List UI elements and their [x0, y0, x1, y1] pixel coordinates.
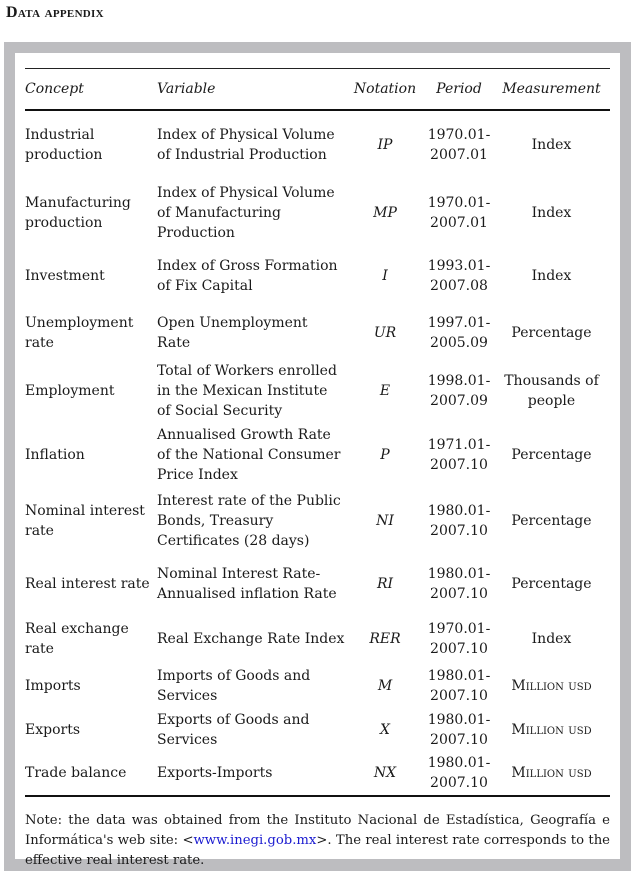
- cell-measurement: Thousands of people: [504, 373, 599, 409]
- cell-period: 1970.01-2007.10: [427, 620, 491, 657]
- header-measurement: Measurement: [502, 80, 601, 97]
- cell-variable: Nominal Interest Rate-Annualised inflation Rate: [157, 565, 337, 602]
- cell-measurement: Index: [531, 630, 572, 647]
- cell-variable: Annualised Growth Rate of the National Consumer Price Index: [157, 426, 341, 483]
- note-text: Note: the data was obtained from the Instituto Nacional de Estadística, Geografía e Informática's web site: <: [25, 813, 610, 848]
- cell-notation: IP: [377, 137, 393, 153]
- cell-period: 1998.01-2007.09: [427, 373, 491, 409]
- cell-concept: Nominal interest rate: [25, 502, 145, 539]
- cell-notation: X: [380, 721, 390, 738]
- cell-variable: Imports of Goods and Services: [157, 667, 311, 704]
- cell-concept: Real interest rate: [25, 575, 150, 592]
- cell-measurement: Million usd: [511, 721, 592, 738]
- cell-period: 1980.01-2007.10: [427, 565, 491, 602]
- inegi-link[interactable]: www.inegi.gob.mx: [193, 833, 317, 848]
- cell-measurement: Percentage: [511, 325, 592, 341]
- cell-notation: NI: [376, 512, 394, 529]
- table-header-row: [25, 69, 610, 110]
- header-period: Period: [436, 80, 482, 97]
- cell-variable: Interest rate of the Public Bonds, Treasury Certificates (28 days): [157, 492, 341, 549]
- cell-concept: Unemployment rate: [25, 315, 134, 351]
- table-row: [25, 306, 610, 361]
- cell-concept: Exports: [25, 721, 81, 738]
- cell-measurement: Million usd: [511, 765, 592, 781]
- cell-period: 1970.01-2007.01: [427, 194, 491, 231]
- cell-variable: Index of Gross Formation of Fix Capital: [157, 257, 338, 294]
- cell-measurement: Percentage: [511, 575, 592, 592]
- cell-variable: Open Unemployment Rate: [157, 315, 308, 351]
- cell-measurement: Million usd: [511, 677, 592, 694]
- cell-notation: I: [382, 267, 388, 284]
- table-row: [25, 180, 610, 246]
- cell-variable: Exports-Imports: [157, 765, 273, 781]
- header-notation: Notation: [353, 80, 417, 97]
- cell-concept: Industrial production: [25, 127, 103, 163]
- cell-period: 1980.01-2007.10: [427, 711, 491, 748]
- table-panel: [15, 53, 620, 868]
- note-text-end: >. The real interest rate corresponds to the effective real interest rate.: [25, 833, 610, 868]
- cell-concept: Trade balance: [25, 765, 127, 781]
- table-row: [25, 708, 610, 752]
- cell-variable: Total of Workers enrolled in the Mexican Institute of Social Security: [157, 363, 337, 419]
- data-table: [25, 68, 610, 797]
- cell-measurement: Percentage: [511, 446, 592, 463]
- cell-concept: Real exchange rate: [25, 620, 129, 657]
- cell-concept: Inflation: [25, 446, 85, 463]
- cell-notation: UR: [373, 325, 397, 341]
- table-row: [25, 664, 610, 708]
- cell-variable: Index of Physical Volume of Manufacturing Production: [157, 184, 335, 241]
- cell-notation: M: [377, 677, 393, 694]
- table-row: [25, 361, 610, 422]
- cell-notation: P: [380, 446, 390, 463]
- cell-variable: Exports of Goods and Services: [157, 711, 310, 748]
- cell-period: 1980.01-2007.10: [427, 502, 491, 539]
- cell-measurement: Percentage: [511, 512, 592, 529]
- cell-concept: Manufacturing production: [25, 194, 131, 231]
- cell-variable: Index of Physical Volume of Industrial Production: [157, 127, 335, 163]
- cell-concept: Investment: [25, 267, 105, 284]
- header-concept: Concept: [25, 80, 84, 97]
- cell-period: 1970.01-2007.01: [427, 127, 491, 163]
- table-frame: [4, 42, 631, 871]
- cell-notation: RER: [369, 630, 401, 647]
- table-row: [25, 554, 610, 614]
- cell-concept: Imports: [25, 677, 81, 694]
- cell-period: 1993.01-2007.08: [427, 257, 491, 294]
- cell-notation: NX: [373, 765, 397, 781]
- table-row: [25, 422, 610, 488]
- cell-notation: RI: [376, 575, 394, 592]
- table-row: [25, 110, 610, 180]
- cell-variable: Real Exchange Rate Index: [157, 630, 345, 647]
- cell-period: 1997.01-2005.09: [427, 315, 491, 351]
- cell-measurement: Index: [531, 137, 572, 153]
- cell-measurement: Index: [531, 204, 572, 221]
- cell-period: 1980.01-2007.10: [427, 755, 491, 791]
- section-title: Data appendix: [6, 4, 104, 21]
- cell-notation: E: [379, 383, 391, 399]
- cell-concept: Employment: [25, 383, 115, 399]
- table-row: [25, 614, 610, 664]
- table-row: [25, 246, 610, 306]
- cell-measurement: Index: [531, 267, 572, 284]
- cell-period: 1980.01-2007.10: [427, 667, 491, 704]
- cell-period: 1971.01-2007.10: [427, 436, 491, 473]
- table-row: [25, 752, 610, 796]
- table-note: [25, 811, 610, 871]
- cell-notation: MP: [373, 204, 397, 221]
- header-variable: Variable: [157, 80, 216, 97]
- table-row: [25, 488, 610, 554]
